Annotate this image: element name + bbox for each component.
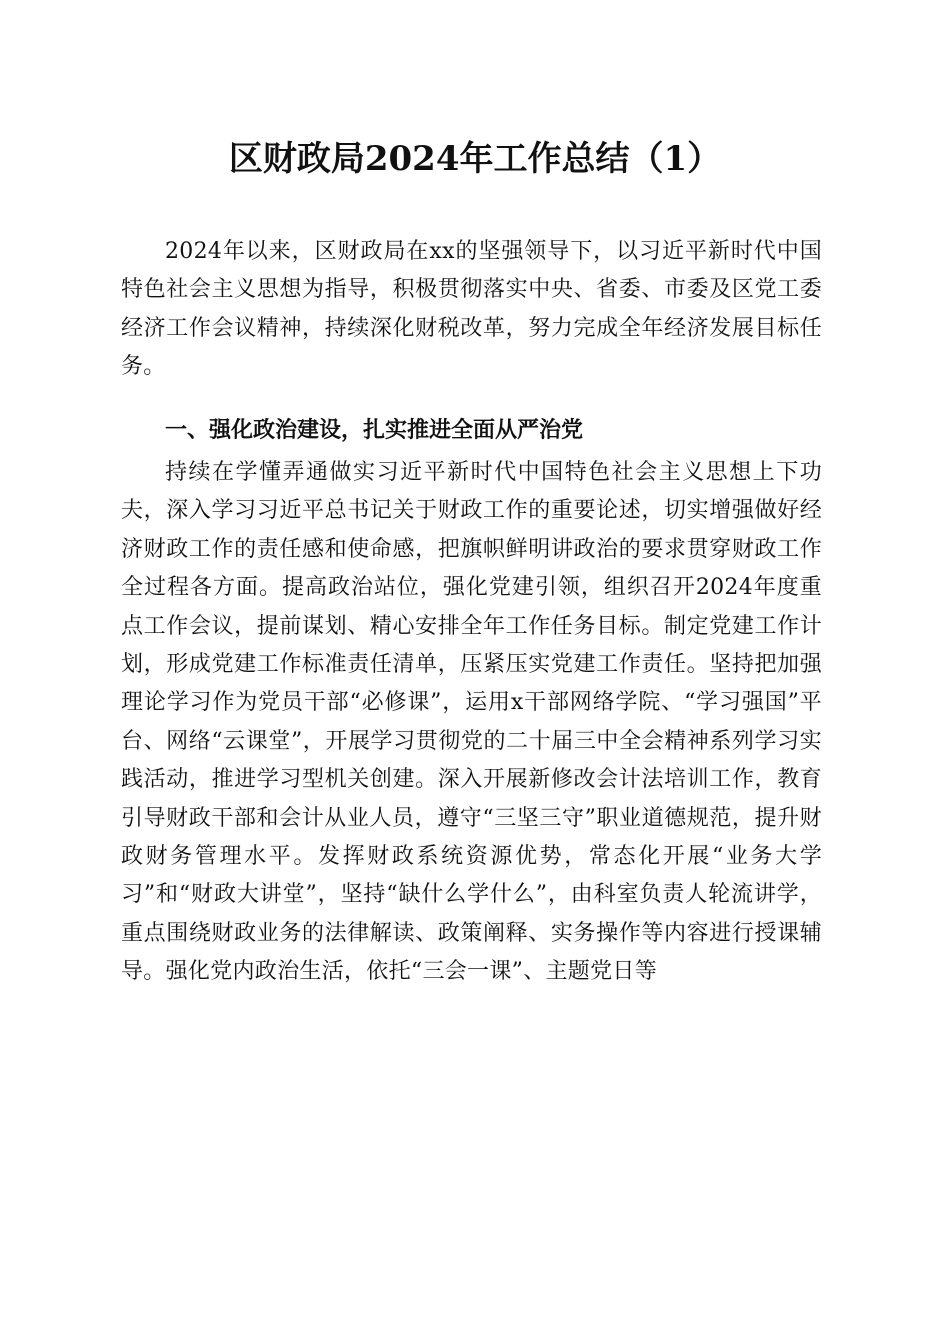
section-heading-1: 一、强化政治建设，扎实推进全面从严治党 <box>165 418 584 443</box>
section-1-paragraph: 持续在学懂弄通做实习近平新时代中国特色社会主义思想上下功夫，深入学习习近平总书记关于财政工作的重要论述，切实增强做好经济财政工作的责任感和使命感，把旗帜鲜明讲政治的要求贯穿财政工作全过程各方面。提高政治站位，强化党建引领，组织召开2024年度重点工作会议，提前谋划、精心安排全年工作任务目标。制定党建工作计划，形成党建工作标准责任清单，压紧压实党建工作责任。坚持把加强理论学习作为党员干部“必修课”，运用x干部网络学院、“学习强国”平台、网络“云课堂”，开展学习贯彻党的二十届三中全会精神系列学习实践活动，推进学习型机关创建。深入开展新修改会计法培训工作，教育引导财政干部和会计从业人员，遵守“三坚三守”职业道德规范，提升财政财务管理水平。发挥财政系统资源优势，常态化开展“业务大学习”和“财政大讲堂”，坚持“缺什么学什么”，由科室负责人轮流讲学，重点围绕财政业务的法律解读、政策阐释、实务操作等内容进行授课辅导。强化党内政治生活，依托“三会一课”、主题党日等 <box>121 460 822 985</box>
intro-paragraph: 2024年以来，区财政局在xx的坚强领导下，以习近平新时代中国特色社会主义思想为指导，积极贯彻落实中央、省委、市委及区党工委经济工作会议精神，持续深化财税改革，努力完成全年经济发展目标任务。 <box>121 239 822 380</box>
document-title: 区财政局2024年工作总结（1） <box>228 139 722 179</box>
